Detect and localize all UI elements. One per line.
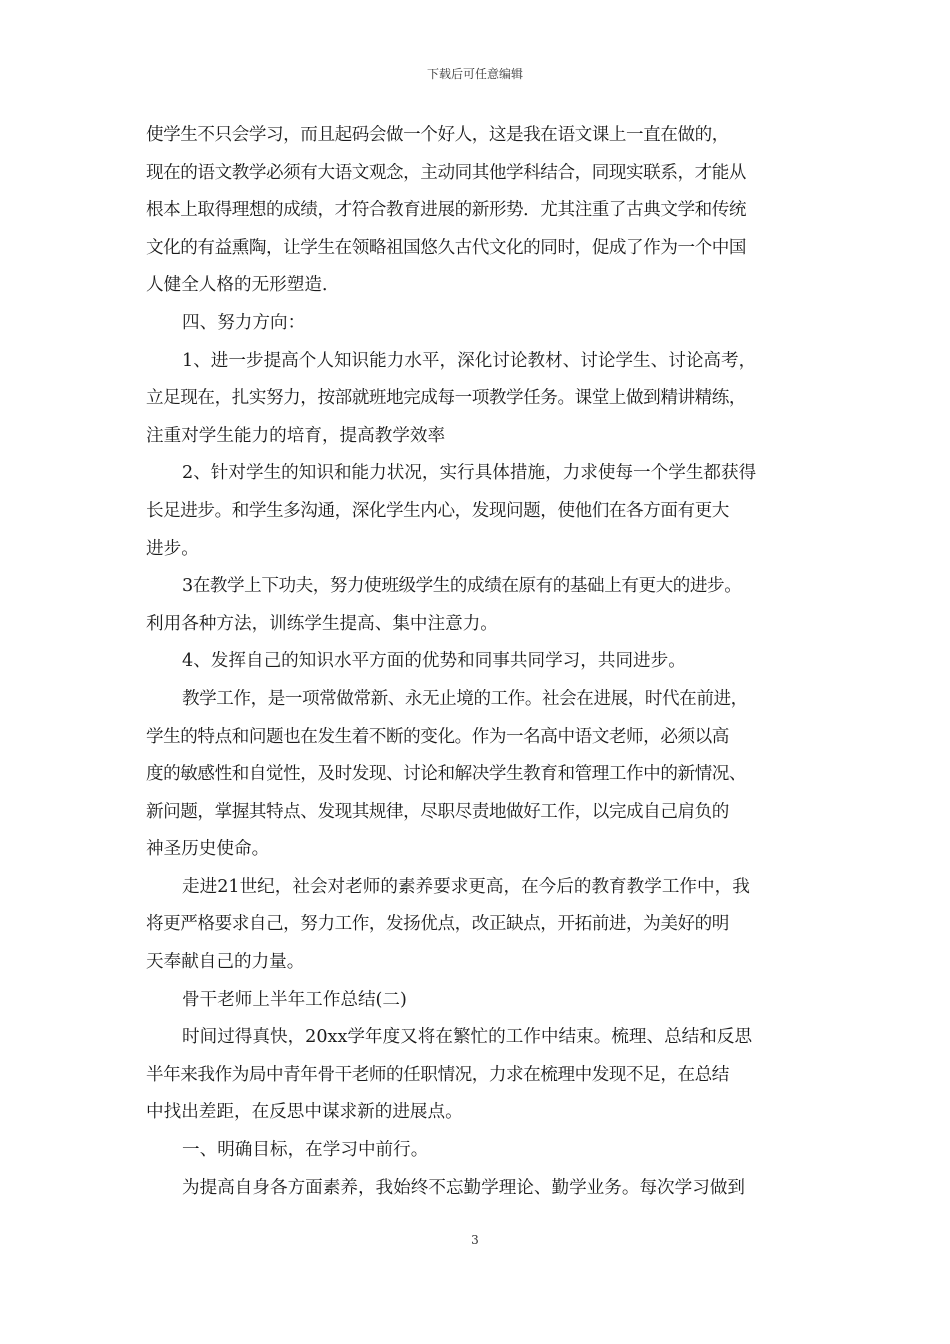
page-number: 3 <box>471 1233 479 1247</box>
paragraph-line: 使学生不只会学习，而且起码会做一个好人，这是我在语文课上一直在做的， <box>146 125 729 145</box>
paragraph-line: 利用各种方法，训练学生提高、集中注意力。 <box>146 613 498 634</box>
paragraph-line: 文化的有益熏陶，让学生在领略祖国悠久古代文化的同时，促成了作为一个中国 <box>146 237 747 258</box>
paragraph-line: 中找出差距，在反思中谋求新的进展点。 <box>146 1102 463 1123</box>
paragraph-line: 天奉献自己的力量。 <box>146 952 305 973</box>
paragraph-line: 走进21世纪，社会对老师的素养要求更高，在今后的教育教学工作中，我 <box>182 876 750 897</box>
paragraph-line: 根本上取得理想的成绩，才符合教育进展的新形势．尤其注重了古典文学和传统 <box>146 200 747 221</box>
paragraph-line: 半年来我作为局中青年骨干老师的任职情况，力求在梳理中发现不足，在总结 <box>146 1064 729 1085</box>
section-heading: 一、明确目标，在学习中前行。 <box>182 1140 429 1161</box>
paragraph-line: 学生的特点和问题也在发生着不断的变化。作为一名高中语文老师，必须以高 <box>146 726 729 747</box>
section-heading: 骨干老师上半年工作总结(二) <box>182 989 407 1010</box>
paragraph-line: 长足进步。和学生多沟通，深化学生内心，发现问题，使他们在各方面有更大 <box>146 500 729 521</box>
paragraph-line: 将更严格要求自己，努力工作，发扬优点，改正缺点，开拓前进，为美好的明 <box>146 914 729 935</box>
paragraph-line: 为提高自身各方面素养，我始终不忘勤学理论、勤学业务。每次学习做到 <box>182 1177 746 1198</box>
paragraph-line: 时间过得真快，20xx学年度又将在繁忙的工作中结束。梳理、总结和反思 <box>182 1027 753 1048</box>
paragraph-line: 神圣历史使命。 <box>146 839 270 860</box>
paragraph-line: 度的敏感性和自觉性，及时发现、讨论和解决学生教育和管理工作中的新情况、 <box>146 764 747 785</box>
paragraph-line: 人健全人格的无形塑造． <box>146 275 340 296</box>
paragraph-line: 4、发挥自己的知识水平方面的优势和同事共同学习，共同进步。 <box>182 651 686 672</box>
paragraph-line: 2、针对学生的知识和能力状况，实行具体措施，力求使每一个学生都获得 <box>182 463 757 484</box>
paragraph-line: 3在教学上下功夫，努力使班级学生的成绩在原有的基础上有更大的进步。 <box>182 576 742 597</box>
paragraph-line: 现在的语文教学必须有大语文观念，主动同其他学科结合，同现实联系，才能从 <box>146 162 747 183</box>
paragraph-line: 教学工作，是一项常做常新、永无止境的工作。社会在进展，时代在前进， <box>182 688 748 709</box>
document-body <box>146 117 826 1207</box>
paragraph-line: 新问题，掌握其特点、发现其规律，尽职尽责地做好工作，以完成自己肩负的 <box>146 801 729 822</box>
page-header: 下载后可任意编辑 <box>426 67 523 81</box>
section-heading: 四、努力方向： <box>182 312 306 333</box>
paragraph-line: 1、进一步提高个人知识能力水平，深化讨论教材、讨论学生、讨论高考， <box>182 350 757 371</box>
paragraph-line: 进步。 <box>146 538 199 559</box>
paragraph-line: 立足现在，扎实努力，按部就班地完成每一项教学任务。课堂上做到精讲精练， <box>146 388 747 409</box>
paragraph-line: 注重对学生能力的培育，提高教学效率 <box>146 425 446 446</box>
